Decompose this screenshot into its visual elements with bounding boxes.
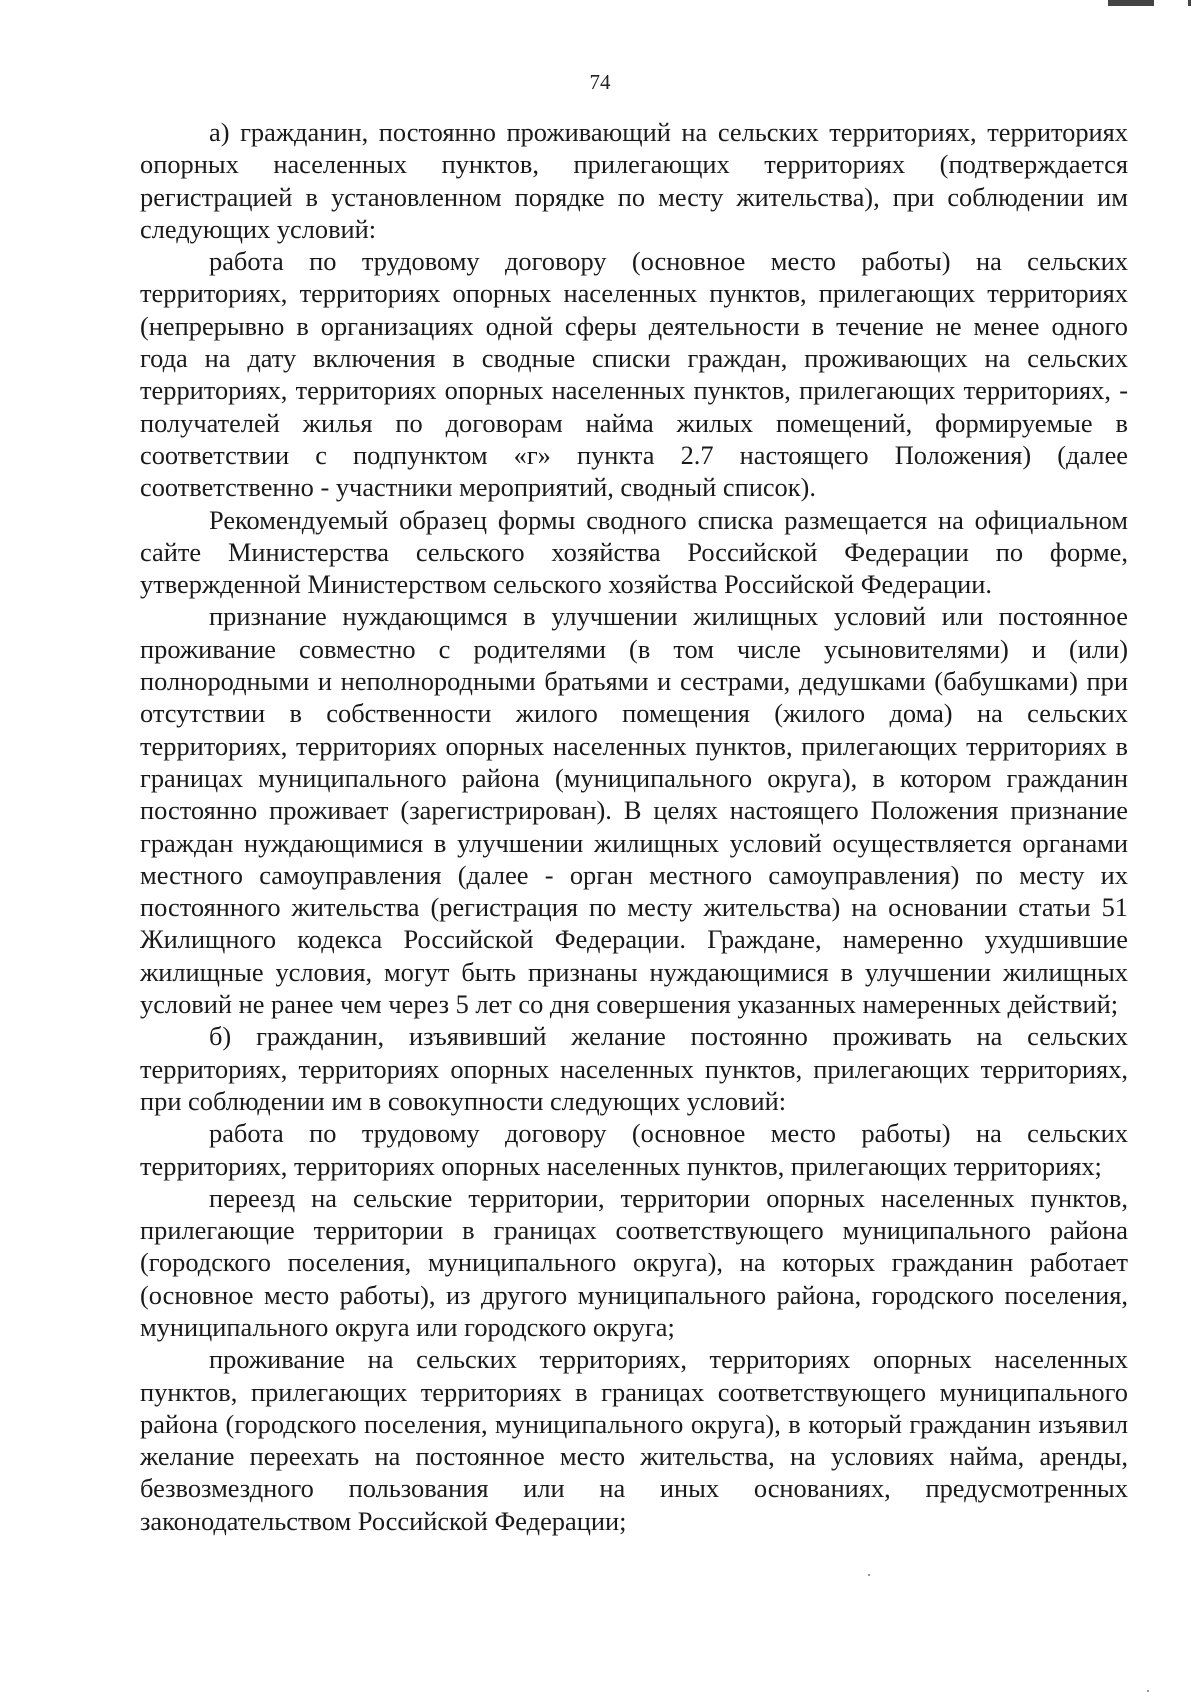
paragraph: проживание на сельских территориях, территориях опорных населенных пунктов, прилегающих территориях в границах соответствующего муниципального района (городского поселения, муниципального округа), в который гражданин изъявил желание переехать на постоянное место жительства, на условиях найма, аренды, безвозмездного пользования или на иных основаниях, предусмотренных законодательством Российской Федерации; [140, 1344, 1128, 1536]
page-number: 74 [589, 70, 611, 94]
paragraph: признание нуждающимся в улучшении жилищных условий или постоянное проживание совместно с родителями (в том числе усыновителями) и (или) полнородными и неполнородными братьями и сестрами, дедушками (бабушками) при отсутствии в собственности жилого помещения (жилого дома) на сельских территориях, территориях опорных населенных пунктов, прилегающих территориях в границах муниципального района (муниципального округа), в котором гражданин постоянно проживает (зарегистрирован). В целях настоящего Положения признание граждан нуждающимися в улучшении жилищных условий осуществляется органами местного самоуправления (далее - орган местного самоуправления) по месту их постоянного жительства (регистрация по месту жительства) на основании статьи 51 Жилищного кодекса Российской Федерации. Граждане, намеренно ухудшившие жилищные условия, могут быть признаны нуждающимися в улучшении жилищных условий не ранее чем через 5 лет со дня совершения указанных намеренных действий; [140, 601, 1128, 1020]
document-body [140, 116, 1128, 1537]
paragraph: б) гражданин, изъявивший желание постоянно проживать на сельских территориях, территориях опорных населенных пунктов, прилегающих территориях, при соблюдении им в совокупности следующих условий: [140, 1021, 1128, 1116]
scan-edge-mark [1188, 0, 1191, 6]
paragraph: переезд на сельские территории, территории опорных населенных пунктов, прилегающие территории в границах соответствующего муниципального района (городского поселения, муниципального округа), на которых гражданин работает (основное место работы), из другого муниципального района, городского поселения, муниципального округа или городского округа; [140, 1182, 1128, 1342]
scan-speck [1147, 1690, 1149, 1692]
paragraph: а) гражданин, постоянно проживающий на сельских территориях, территориях опорных населенных пунктов, прилегающих территориях (подтверждается регистрацией в установленном порядке по месту жительства), при соблюдении им следующих условий: [140, 117, 1128, 244]
paragraph: работа по трудовому договору (основное место работы) на сельских территориях, территориях опорных населенных пунктов, прилегающих территориях; [140, 1118, 1128, 1181]
paragraph: Рекомендуемый образец формы сводного списка размещается на официальном сайте Министерства сельского хозяйства Российской Федерации по форме, утвержденной Министерством сельского хозяйства Российской Федерации. [140, 504, 1128, 600]
paragraph: работа по трудовому договору (основное место работы) на сельских территориях, территориях опорных населенных пунктов, прилегающих территориях (непрерывно в организациях одной сферы деятельности в течение не менее одного года на дату включения в сводные списки граждан, проживающих на сельских территориях, территориях опорных населенных пунктов, прилегающих территориях, - получателей жилья по договорам найма жилых помещений, формируемые в соответствии с подпунктом «г» пункта 2.7 настоящего Положения) (далее соответственно - участники мероприятий, сводный список). [140, 246, 1128, 503]
scan-speck [868, 1574, 870, 1576]
scan-edge-mark [1108, 0, 1154, 6]
